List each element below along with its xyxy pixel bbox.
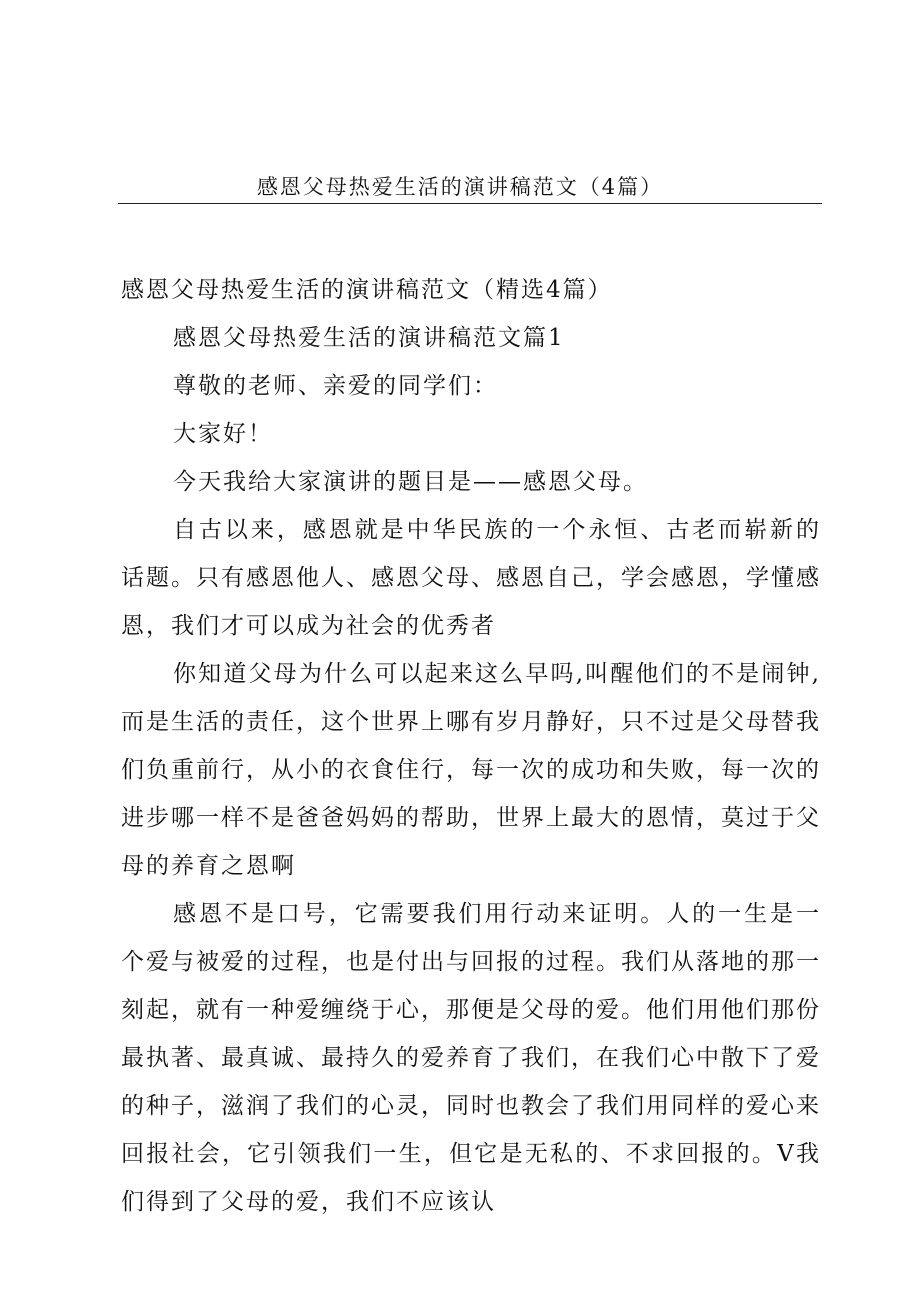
paragraph: 你知道父母为什么可以起来这么早吗,叫醒他们的不是闹钟,而是生活的责任，这个世界上哪有岁月静好，只不过是父母替我们负重前行，从小的衣食住行，每一次的成功和失败，每一次的进步哪一样不是爸爸妈妈的帮助，世界上最大的恩情，莫过于父母的养育之恩啊 [121,661,821,879]
salutation: 尊敬的老师、亲爱的同学们： [173,373,498,399]
paragraph: 自古以来，感恩就是中华民族的一个永恒、古老而崭新的话题。只有感恩他人、感恩父母、感恩自己，学会感恩，学懂感恩，我们才可以成为社会的优秀者 [121,517,821,639]
page-header-title: 感恩父母热爱生活的演讲稿范文（4篇） [256,175,664,199]
header-divider [118,203,822,204]
greeting: 大家好！ [173,421,273,447]
document-title: 感恩父母热爱生活的演讲稿范文（精选4篇） [121,277,613,303]
document-body [121,266,821,1226]
paragraph: 今天我给大家演讲的题目是——感恩父母。 [173,469,648,495]
section-title: 感恩父母热爱生活的演讲稿范文篇1 [173,325,565,351]
paragraph: 感恩不是口号，它需要我们用行动来证明。人的一生是一个爱与被爱的过程，也是付出与回报的过程。我们从落地的那一刻起，就有一种爱缠绕于心，那便是父母的爱。他们用他们那份最执著、最真诚、最持久的爱养育了我们，在我们心中散下了爱的种子，滋润了我们的心灵，同时也教会了我们用同样的爱心来回报社会，它引领我们一生，但它是无私的、不求回报的。V我们得到了父母的爱，我们不应该认 [121,901,821,1215]
